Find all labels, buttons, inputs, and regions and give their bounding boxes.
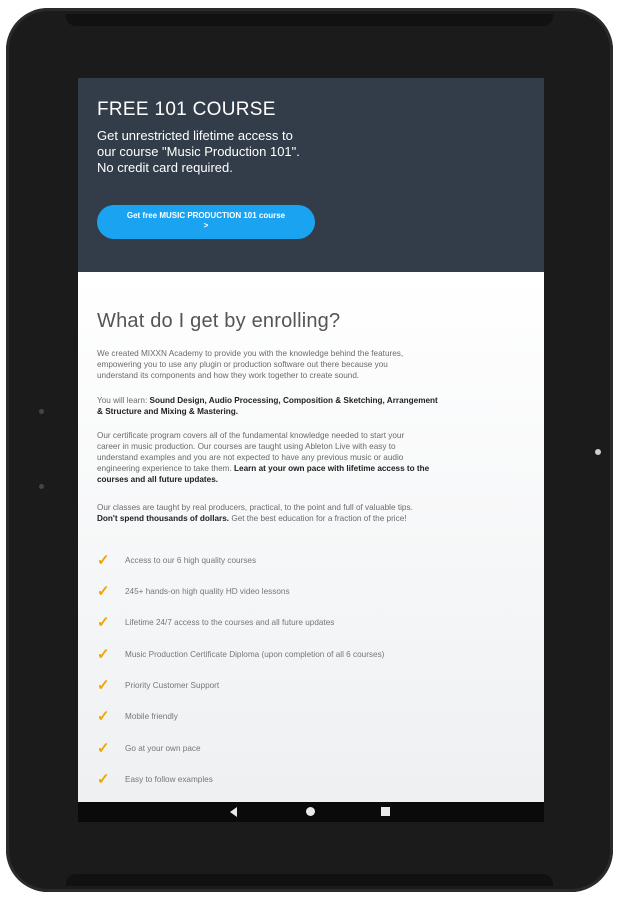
sensor-dot [39, 484, 44, 489]
checkmark-icon: ✓ [97, 646, 110, 663]
enroll-section [78, 272, 544, 802]
checkmark-icon: ✓ [97, 740, 110, 757]
cta-label: Get free MUSIC PRODUCTION 101 course [126, 211, 286, 220]
chevron-right-icon: > [203, 221, 209, 230]
camera-icon [595, 449, 601, 455]
checkmark-icon: ✓ [97, 708, 110, 725]
certificate-paragraph: Our certificate program covers all of the fundamental knowledge needed to start your career in music production. Our courses are taught using Ableton Live with easy to understand examples and you are not expected to have any previous music or audio engineering experience to take them. Learn at your own pace with lifetime access to the courses and all future updates. [97, 431, 430, 484]
checkmark-icon: ✓ [97, 583, 110, 600]
bezel-bottom [66, 874, 553, 886]
home-circle-icon[interactable] [306, 807, 315, 816]
feature-item: ✓ Lifetime 24/7 access to the courses and all future updates [97, 614, 335, 631]
feature-item: ✓ Go at your own pace [97, 740, 201, 757]
banner-subtitle-line: Get unrestricted lifetime access to [97, 128, 293, 143]
checkmark-icon: ✓ [97, 614, 110, 631]
checkmark-icon: ✓ [97, 771, 110, 788]
app-screen [78, 78, 544, 822]
free-course-banner [78, 78, 544, 272]
feature-item: ✓ 245+ hands-on high quality HD video lessons [97, 583, 290, 600]
bezel-top [66, 14, 553, 26]
recent-square-icon[interactable] [381, 807, 390, 816]
banner-subtitle [97, 128, 337, 176]
intro-paragraph: We created MIXXN Academy to provide you with the knowledge behind the features, empowering you to use any plugin or production software out there because you understand its components and how they work together to create sound. [97, 349, 404, 380]
android-nav-bar [78, 802, 544, 822]
section-heading: What do I get by enrolling? [97, 310, 341, 332]
learn-paragraph: You will learn: Sound Design, Audio Processing, Composition & Sketching, Arrangement & Structure and Mixing & Mastering. [97, 396, 438, 416]
get-free-course-button[interactable] [97, 205, 315, 239]
feature-item: ✓ Easy to follow examples [97, 771, 213, 788]
checkmark-icon: ✓ [97, 552, 110, 569]
banner-title: FREE 101 COURSE [97, 99, 276, 120]
feature-item: ✓ Access to our 6 high quality courses [97, 552, 257, 569]
sensor-dot [39, 409, 44, 414]
checkmark-icon: ✓ [97, 677, 110, 694]
banner-subtitle-line: No credit card required. [97, 160, 233, 175]
feature-item: ✓ Priority Customer Support [97, 677, 220, 694]
classes-paragraph: Our classes are taught by real producers, practical, to the point and full of valuable tips. Don't spend thousands of dollars. Get the best education for a fraction of the price! [97, 503, 413, 523]
banner-subtitle-line: our course "Music Production 101". [97, 144, 300, 159]
feature-item: ✓ Music Production Certificate Diploma (upon completion of all 6 courses) [97, 646, 385, 663]
back-triangle-icon[interactable] [230, 807, 237, 817]
feature-item: ✓ Mobile friendly [97, 708, 178, 725]
